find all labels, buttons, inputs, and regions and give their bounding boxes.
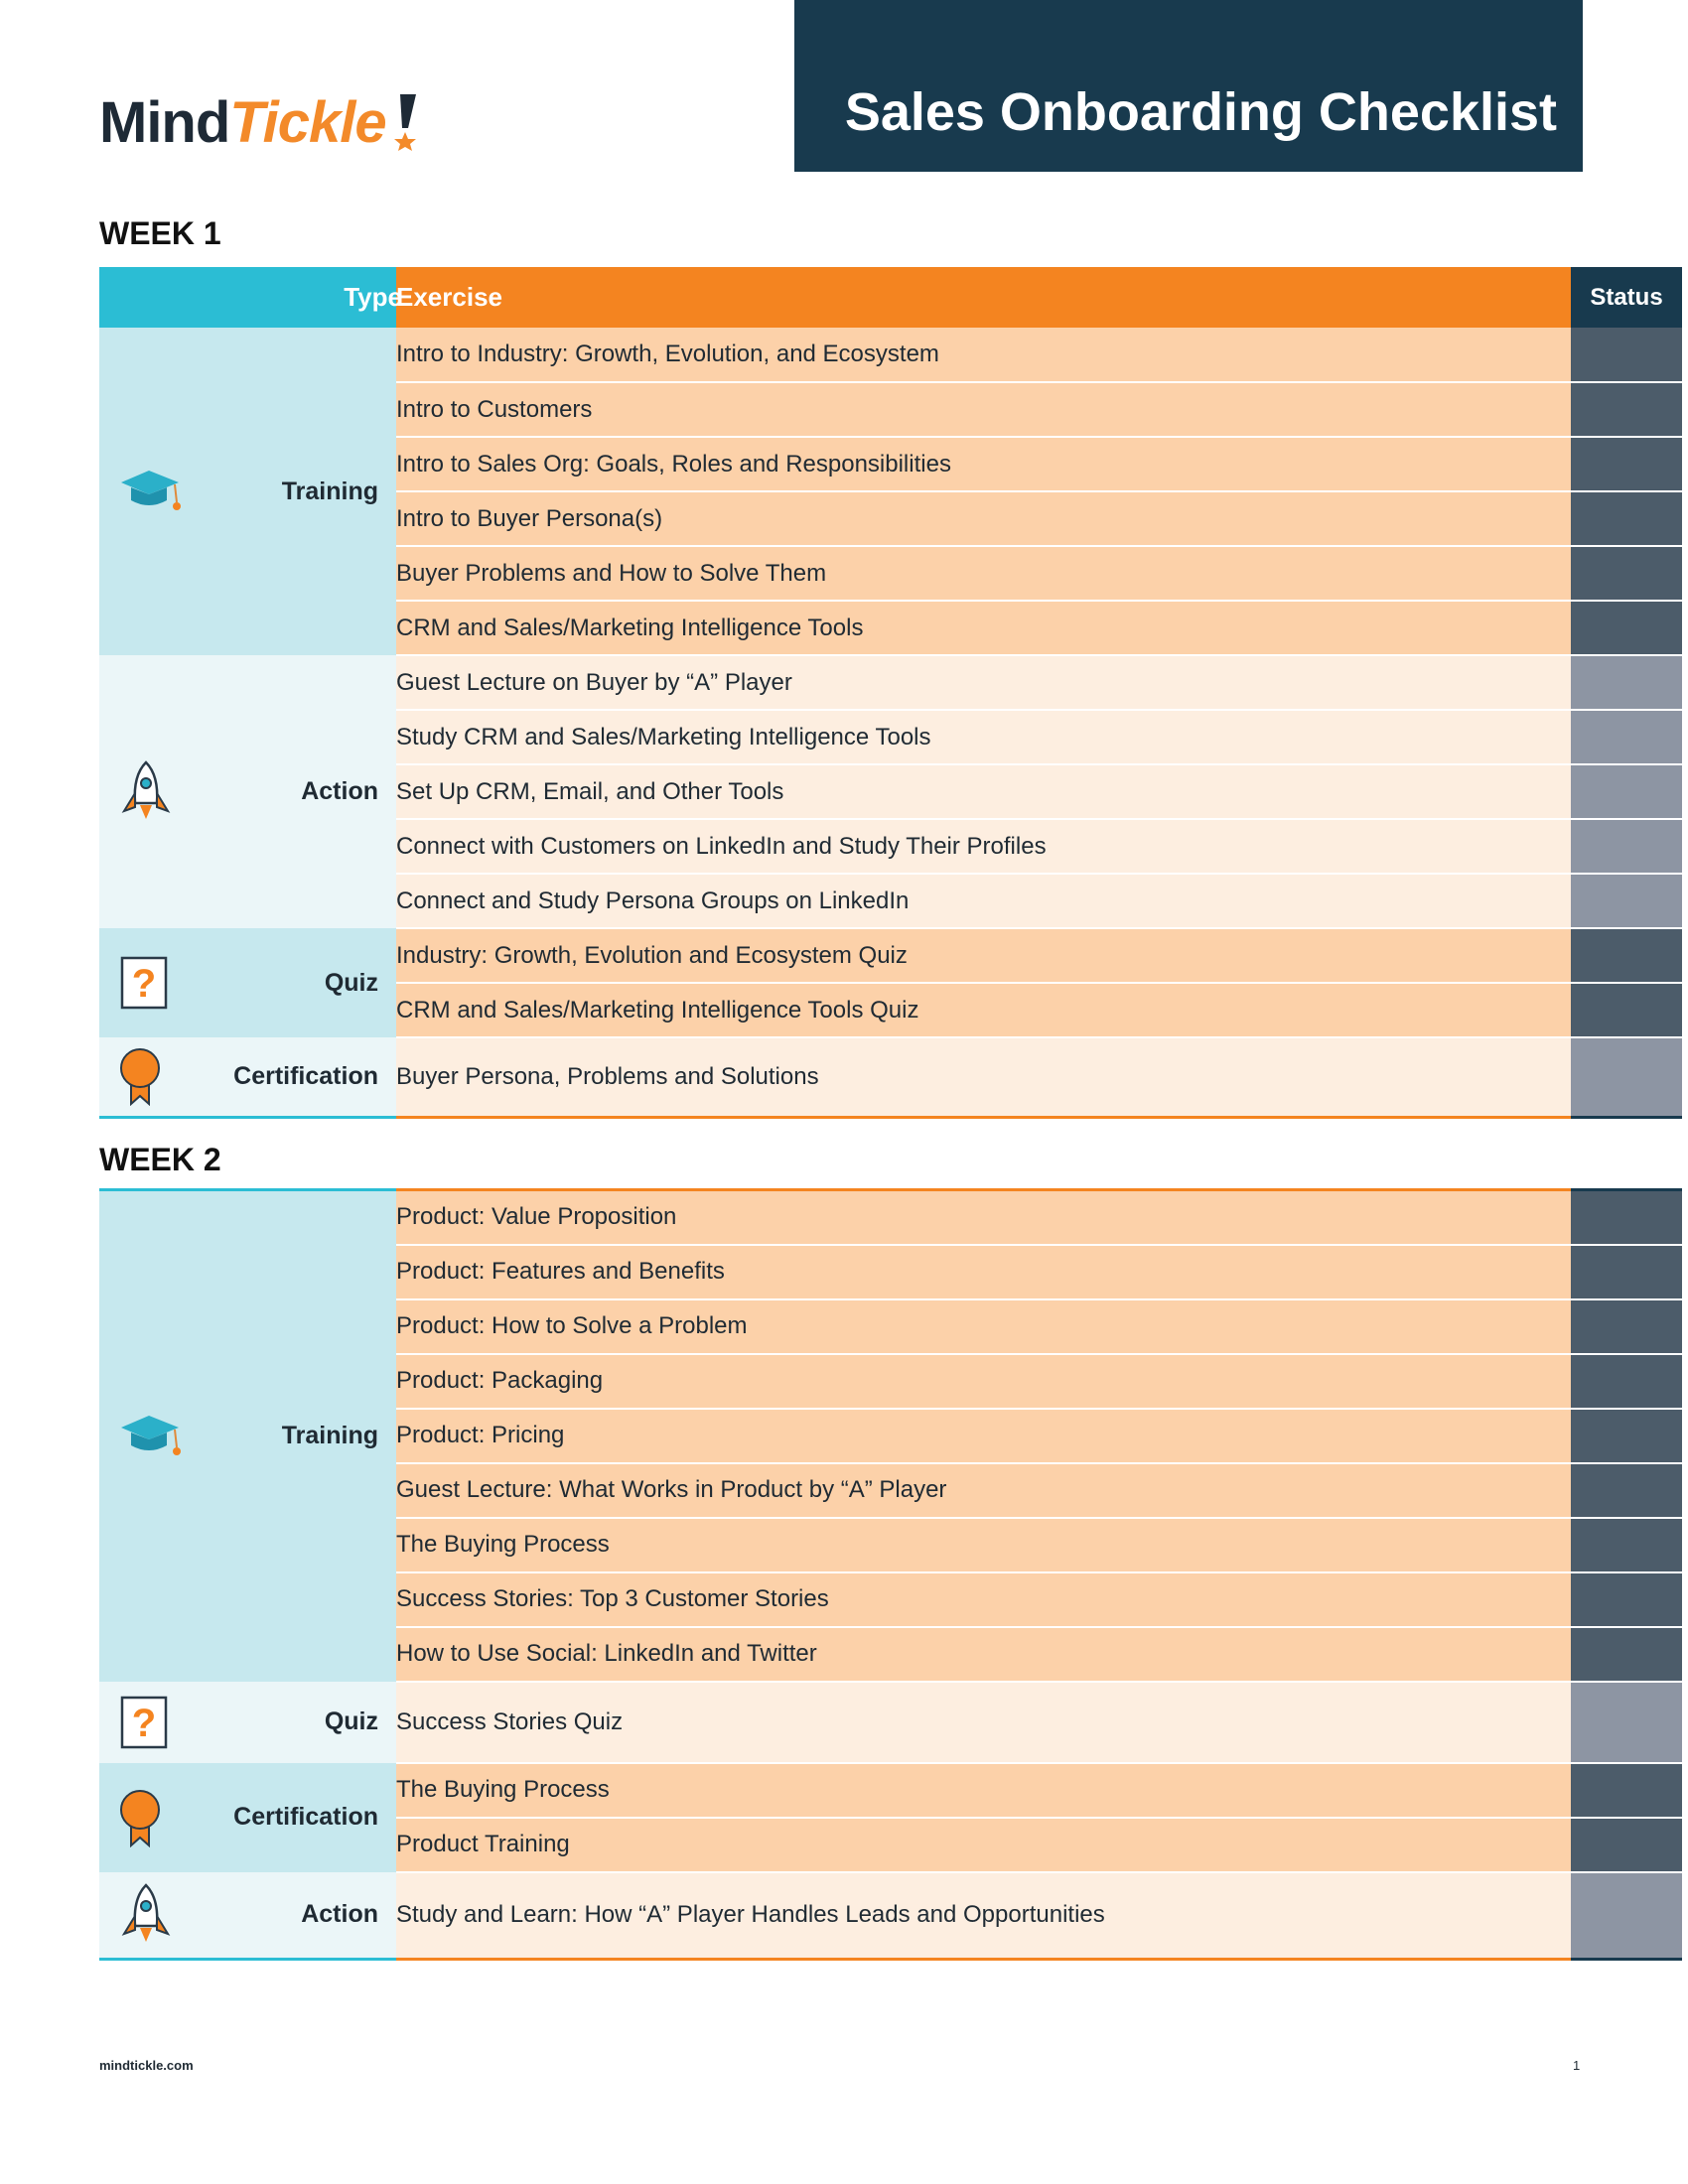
exercise-cell: Success Stories: Top 3 Customer Stories bbox=[396, 1572, 1571, 1627]
status-cell[interactable] bbox=[1571, 655, 1682, 710]
status-cell[interactable] bbox=[1571, 1245, 1682, 1299]
logo-text-mind: Mind bbox=[99, 89, 230, 155]
exercise-cell: Intro to Buyer Persona(s) bbox=[396, 491, 1571, 546]
exercise-cell: The Buying Process bbox=[396, 1518, 1571, 1572]
status-cell[interactable] bbox=[1571, 546, 1682, 601]
status-cell[interactable] bbox=[1571, 819, 1682, 874]
footer-site-link[interactable]: mindtickle.com bbox=[99, 2058, 194, 2073]
question-mark-icon bbox=[119, 1695, 169, 1750]
table-row bbox=[99, 328, 1682, 382]
status-cell[interactable] bbox=[1571, 1872, 1682, 1960]
status-cell[interactable] bbox=[1571, 1354, 1682, 1409]
table-row bbox=[99, 1190, 1682, 1245]
status-cell[interactable] bbox=[1571, 983, 1682, 1037]
status-cell[interactable] bbox=[1571, 1299, 1682, 1354]
rocket-icon bbox=[119, 759, 173, 825]
exercise-cell: Product Training bbox=[396, 1818, 1571, 1872]
status-cell[interactable] bbox=[1571, 1409, 1682, 1463]
type-label: Quiz bbox=[324, 1707, 378, 1735]
type-cell-training bbox=[99, 1190, 396, 1682]
exercise-cell: Study CRM and Sales/Marketing Intelligence Tools bbox=[396, 710, 1571, 764]
status-cell[interactable] bbox=[1571, 1763, 1682, 1818]
table-header-row bbox=[99, 267, 1682, 328]
exercise-cell: Guest Lecture on Buyer by “A” Player bbox=[396, 655, 1571, 710]
rocket-icon bbox=[119, 1882, 173, 1948]
page-title: Sales Onboarding Checklist bbox=[844, 82, 1557, 142]
exercise-cell: Connect and Study Persona Groups on LinkedIn bbox=[396, 874, 1571, 928]
column-header-status: Status bbox=[1571, 267, 1682, 328]
status-cell[interactable] bbox=[1571, 874, 1682, 928]
exercise-cell: Connect with Customers on LinkedIn and Study Their Profiles bbox=[396, 819, 1571, 874]
type-label: Quiz bbox=[324, 968, 378, 997]
exercise-cell: Set Up CRM, Email, and Other Tools bbox=[396, 764, 1571, 819]
type-label: Action bbox=[301, 1900, 378, 1929]
status-cell[interactable] bbox=[1571, 1682, 1682, 1763]
award-ribbon-icon bbox=[119, 1046, 165, 1106]
status-cell[interactable] bbox=[1571, 710, 1682, 764]
exercise-cell: Success Stories Quiz bbox=[396, 1682, 1571, 1763]
status-cell[interactable] bbox=[1571, 1572, 1682, 1627]
status-cell[interactable] bbox=[1571, 601, 1682, 655]
exercise-cell: Product: Features and Benefits bbox=[396, 1245, 1571, 1299]
status-cell[interactable] bbox=[1571, 491, 1682, 546]
type-cell-certification bbox=[99, 1037, 396, 1117]
exercise-cell: Buyer Problems and How to Solve Them bbox=[396, 546, 1571, 601]
type-label: Certification bbox=[233, 1061, 378, 1090]
column-header-type: Type bbox=[99, 267, 396, 328]
status-cell[interactable] bbox=[1571, 1463, 1682, 1518]
type-label: Training bbox=[281, 477, 378, 505]
table-row bbox=[99, 1763, 1682, 1818]
status-cell[interactable] bbox=[1571, 928, 1682, 983]
exercise-cell: Intro to Customers bbox=[396, 382, 1571, 437]
award-ribbon-icon bbox=[119, 1788, 165, 1847]
svg-text:?: ? bbox=[131, 962, 157, 1006]
exercise-cell: How to Use Social: LinkedIn and Twitter bbox=[396, 1627, 1571, 1682]
exercise-cell: Product: Packaging bbox=[396, 1354, 1571, 1409]
type-cell-quiz bbox=[99, 928, 396, 1037]
type-cell-action bbox=[99, 655, 396, 928]
type-cell-certification bbox=[99, 1763, 396, 1872]
title-banner bbox=[794, 0, 1583, 172]
week-2-label: WEEK 2 bbox=[99, 1142, 221, 1177]
exercise-cell: Study and Learn: How “A” Player Handles Leads and Opportunities bbox=[396, 1872, 1571, 1960]
exercise-cell: Buyer Persona, Problems and Solutions bbox=[396, 1037, 1571, 1117]
week-1-label: WEEK 1 bbox=[99, 215, 221, 251]
exercise-cell: Product: Pricing bbox=[396, 1409, 1571, 1463]
exercise-cell: Product: How to Solve a Problem bbox=[396, 1299, 1571, 1354]
logo-exclamation-star-icon bbox=[390, 92, 420, 152]
table-row bbox=[99, 1037, 1682, 1117]
type-cell-action bbox=[99, 1872, 396, 1960]
table-row bbox=[99, 928, 1682, 983]
status-cell[interactable] bbox=[1571, 382, 1682, 437]
table-row bbox=[99, 1682, 1682, 1763]
status-cell[interactable] bbox=[1571, 1627, 1682, 1682]
type-label: Training bbox=[281, 1422, 378, 1450]
column-header-exercise: Exercise bbox=[396, 267, 1571, 328]
status-cell[interactable] bbox=[1571, 1818, 1682, 1872]
status-cell[interactable] bbox=[1571, 1037, 1682, 1117]
status-cell[interactable] bbox=[1571, 1518, 1682, 1572]
table-row bbox=[99, 1872, 1682, 1960]
status-cell[interactable] bbox=[1571, 328, 1682, 382]
exercise-cell: Guest Lecture: What Works in Product by “A” Player bbox=[396, 1463, 1571, 1518]
question-mark-icon bbox=[119, 955, 169, 1011]
status-cell[interactable] bbox=[1571, 764, 1682, 819]
mindtickle-logo bbox=[99, 87, 420, 157]
graduation-cap-icon bbox=[119, 467, 185, 516]
exercise-cell: Intro to Sales Org: Goals, Roles and Responsibilities bbox=[396, 437, 1571, 491]
exercise-cell: Product: Value Proposition bbox=[396, 1190, 1571, 1245]
exercise-cell: CRM and Sales/Marketing Intelligence Tools bbox=[396, 601, 1571, 655]
exercise-cell: CRM and Sales/Marketing Intelligence Tools Quiz bbox=[396, 983, 1571, 1037]
status-cell[interactable] bbox=[1571, 437, 1682, 491]
type-label: Certification bbox=[233, 1803, 378, 1831]
svg-text:?: ? bbox=[131, 1701, 157, 1745]
graduation-cap-icon bbox=[119, 1412, 185, 1461]
logo-text-tickle: Tickle bbox=[229, 89, 386, 155]
table-row bbox=[99, 655, 1682, 710]
exercise-cell: Industry: Growth, Evolution and Ecosystem Quiz bbox=[396, 928, 1571, 983]
status-cell[interactable] bbox=[1571, 1190, 1682, 1245]
page-number: 1 bbox=[1573, 2058, 1581, 2073]
week-1-table bbox=[99, 267, 1682, 1119]
type-cell-quiz bbox=[99, 1682, 396, 1763]
week-2-table bbox=[99, 1188, 1682, 1961]
exercise-cell: The Buying Process bbox=[396, 1763, 1571, 1818]
type-cell-training bbox=[99, 328, 396, 655]
type-label: Action bbox=[301, 777, 378, 805]
exercise-cell: Intro to Industry: Growth, Evolution, and Ecosystem bbox=[396, 328, 1571, 382]
